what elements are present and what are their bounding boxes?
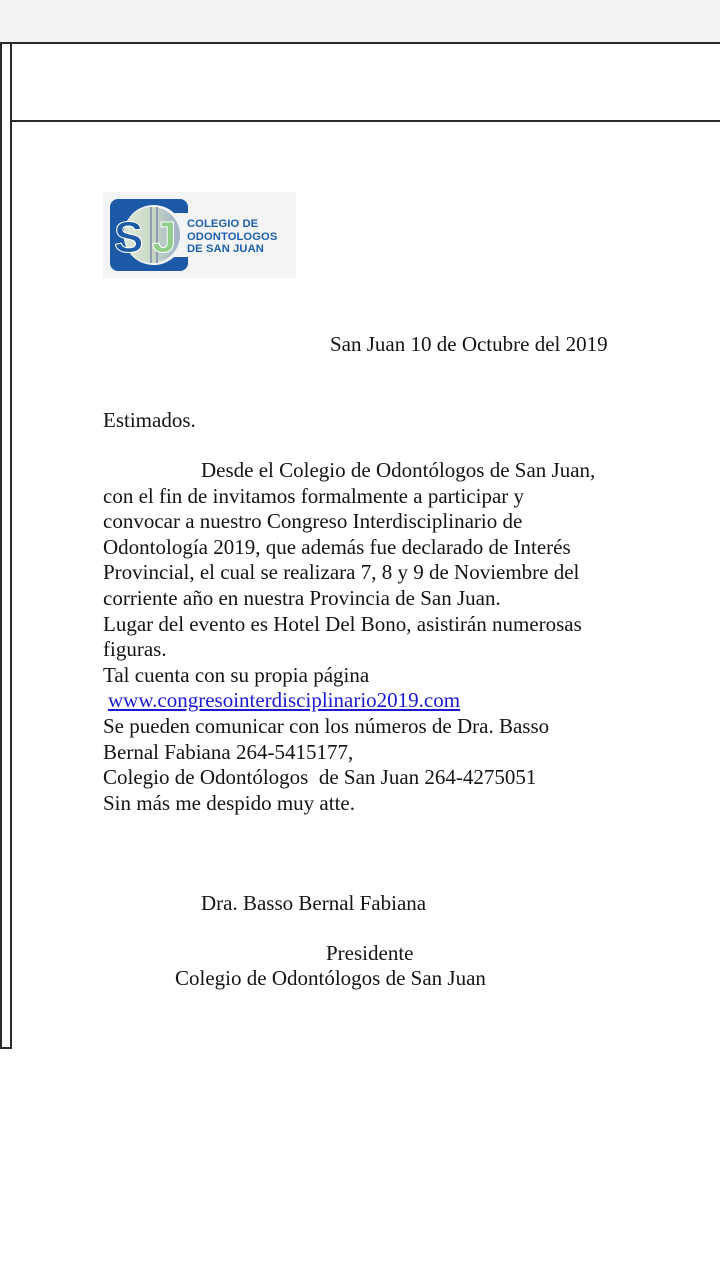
- logo-initial-s: S: [114, 213, 144, 262]
- sj-logo-mark-icon: [108, 197, 188, 273]
- left-border-inner: [10, 43, 12, 1049]
- contact-line: Se pueden comunicar con los números de Dra. Basso: [103, 713, 550, 738]
- body-line: convocar a nuestro Congreso Interdisciplinario de: [103, 509, 523, 534]
- letter-date: San Juan 10 de Octubre del 2019: [330, 332, 608, 356]
- left-border-outer: [0, 43, 2, 1049]
- body-line: Provincial, el cual se realizara 7, 8 y 9 de Noviembre del: [103, 560, 580, 585]
- header-border-top: [0, 42, 720, 44]
- body-line: con el fin de invitamos formalmente a participar y: [103, 483, 525, 508]
- closing-line: Sin más me despido muy atte.: [103, 790, 355, 815]
- top-bar: [0, 0, 720, 42]
- header-border-bottom: [10, 120, 720, 122]
- body-line: corriente año en nuestra Provincia de San Juan.: [103, 585, 501, 610]
- logo-text-line: DE SAN JUAN: [187, 243, 264, 255]
- logo-text: [187, 218, 277, 256]
- body-line: Desde el Colegio de Odontólogos de San Juan,: [201, 458, 596, 482]
- body-line: Odontología 2019, que además fue declarado de Interés: [103, 534, 571, 559]
- signature-organization: Colegio de Odontólogos de San Juan: [175, 966, 486, 990]
- signature-name: Dra. Basso Bernal Fabiana: [201, 891, 427, 915]
- letter-body: [103, 458, 595, 816]
- body-line: figuras.: [103, 637, 167, 662]
- logo-text-line: ODONTOLOGOS: [187, 230, 278, 243]
- letter-greeting: Estimados.: [103, 408, 196, 432]
- logo-text-line: COLEGIO DE: [187, 218, 259, 230]
- college-logo: [103, 192, 296, 278]
- logo-initial-j: J: [152, 213, 177, 262]
- congress-website-link[interactable]: www.congresointerdisciplinario2019.com: [108, 688, 461, 713]
- contact-line: Colegio de Odontólogos de San Juan 264-4275051: [103, 765, 537, 790]
- body-line: Tal cuenta con su propia página: [103, 662, 370, 687]
- signature-role: Presidente: [326, 941, 414, 965]
- contact-line: Bernal Fabiana 264-5415177,: [103, 739, 354, 764]
- left-border-bottom: [0, 1047, 12, 1049]
- body-line: Lugar del evento es Hotel Del Bono, asistirán numerosas: [103, 611, 582, 636]
